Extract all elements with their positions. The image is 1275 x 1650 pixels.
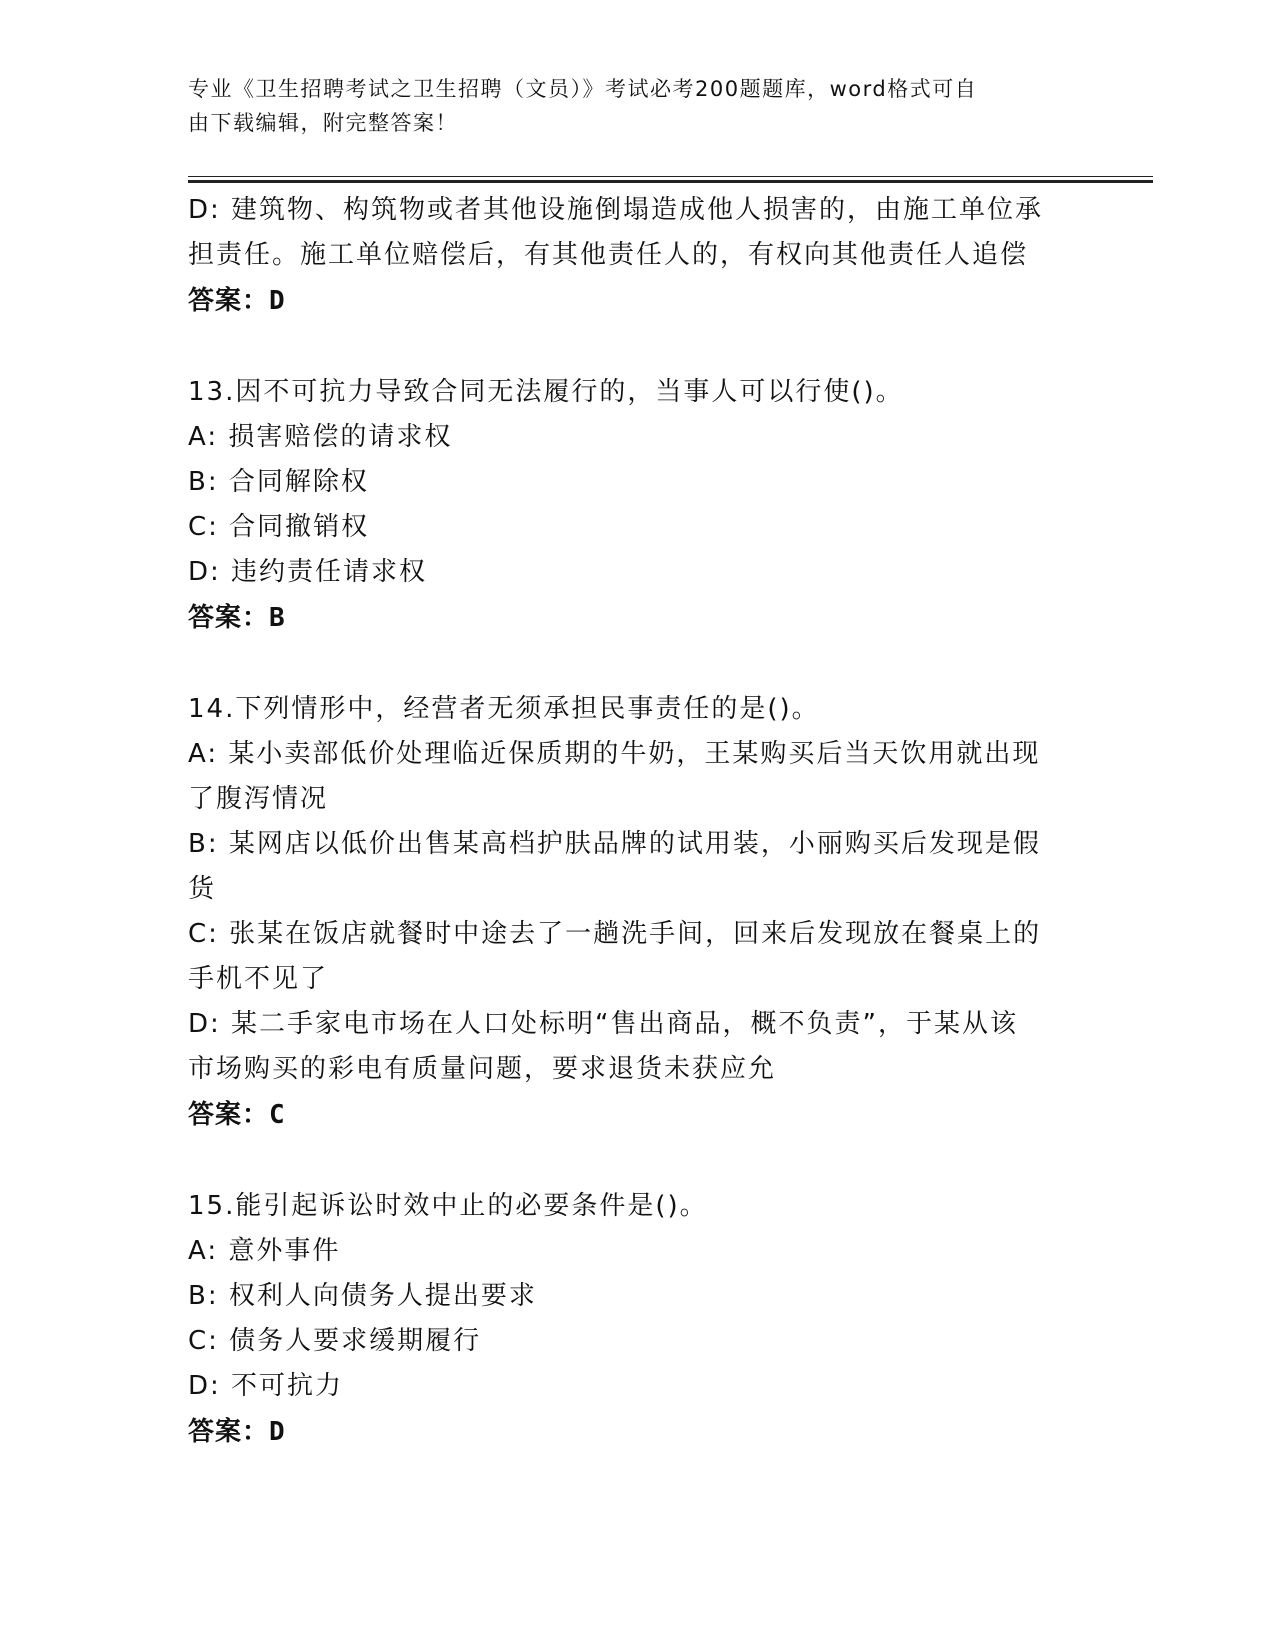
header-title-line-2: 由下载编辑，附完整答案！ bbox=[188, 111, 458, 135]
document-body bbox=[188, 188, 1078, 1455]
option-c: C: 债务人要求缓期履行 bbox=[188, 1326, 482, 1356]
spacer bbox=[188, 1138, 1078, 1184]
header-title-line-1: 专业《卫生招聘考试之卫生招聘（文员）》考试必考200题题库，word格式可自 bbox=[188, 77, 978, 101]
option-a-line-2: 了腹泻情况 bbox=[188, 784, 329, 814]
answer-text: 答案：D bbox=[188, 1417, 286, 1447]
question-14 bbox=[188, 687, 1078, 1138]
spacer bbox=[188, 324, 1078, 370]
option-d-line-2: 市场购买的彩电有质量问题，要求退货未获应允 bbox=[188, 1054, 777, 1084]
option-d: D: 不可抗力 bbox=[188, 1371, 344, 1401]
option-b: B: 合同解除权 bbox=[188, 467, 369, 497]
question-stem: 14.下列情形中，经营者无须承担民事责任的是()。 bbox=[188, 694, 820, 724]
question-stem: 13.因不可抗力导致合同无法履行的，当事人可以行使()。 bbox=[188, 377, 904, 407]
header-divider-thick bbox=[188, 180, 1153, 183]
option-d-line-2: 担责任。施工单位赔偿后，有其他责任人的，有权向其他责任人追偿 bbox=[188, 240, 1029, 270]
answer-text: 答案：D bbox=[188, 286, 286, 316]
question-15 bbox=[188, 1184, 1078, 1455]
answer-text: 答案：C bbox=[188, 1100, 286, 1130]
option-a: A: 损害赔偿的请求权 bbox=[188, 422, 453, 452]
option-d: D: 违约责任请求权 bbox=[188, 557, 428, 587]
option-c-line-2: 手机不见了 bbox=[188, 964, 329, 994]
question-13 bbox=[188, 370, 1078, 641]
document-header bbox=[188, 72, 1068, 140]
option-c-line-1: C: 张某在饭店就餐时中途去了一趟洗手间，回来后发现放在餐桌上的 bbox=[188, 919, 1042, 949]
option-d-line-1: D: 某二手家电市场在人口处标明“售出商品，概不负责”，于某从该 bbox=[188, 1009, 1018, 1039]
option-b-line-1: B: 某网店以低价出售某高档护肤品牌的试用装，小丽购买后发现是假 bbox=[188, 829, 1041, 859]
option-b: B: 权利人向债务人提出要求 bbox=[188, 1281, 537, 1311]
answer-text: 答案：B bbox=[188, 603, 286, 633]
option-a: A: 意外事件 bbox=[188, 1236, 341, 1266]
option-a-line-1: A: 某小卖部低价处理临近保质期的牛奶，王某购买后当天饮用就出现 bbox=[188, 739, 1041, 769]
spacer bbox=[188, 641, 1078, 687]
option-d-line-1: D: 建筑物、构筑物或者其他设施倒塌造成他人损害的，由施工单位承 bbox=[188, 195, 1044, 225]
header-divider-thin bbox=[188, 176, 1153, 177]
question-12-tail bbox=[188, 188, 1078, 324]
option-b-line-2: 货 bbox=[188, 874, 217, 904]
question-stem: 15.能引起诉讼时效中止的必要条件是()。 bbox=[188, 1191, 708, 1221]
option-c: C: 合同撤销权 bbox=[188, 512, 370, 542]
